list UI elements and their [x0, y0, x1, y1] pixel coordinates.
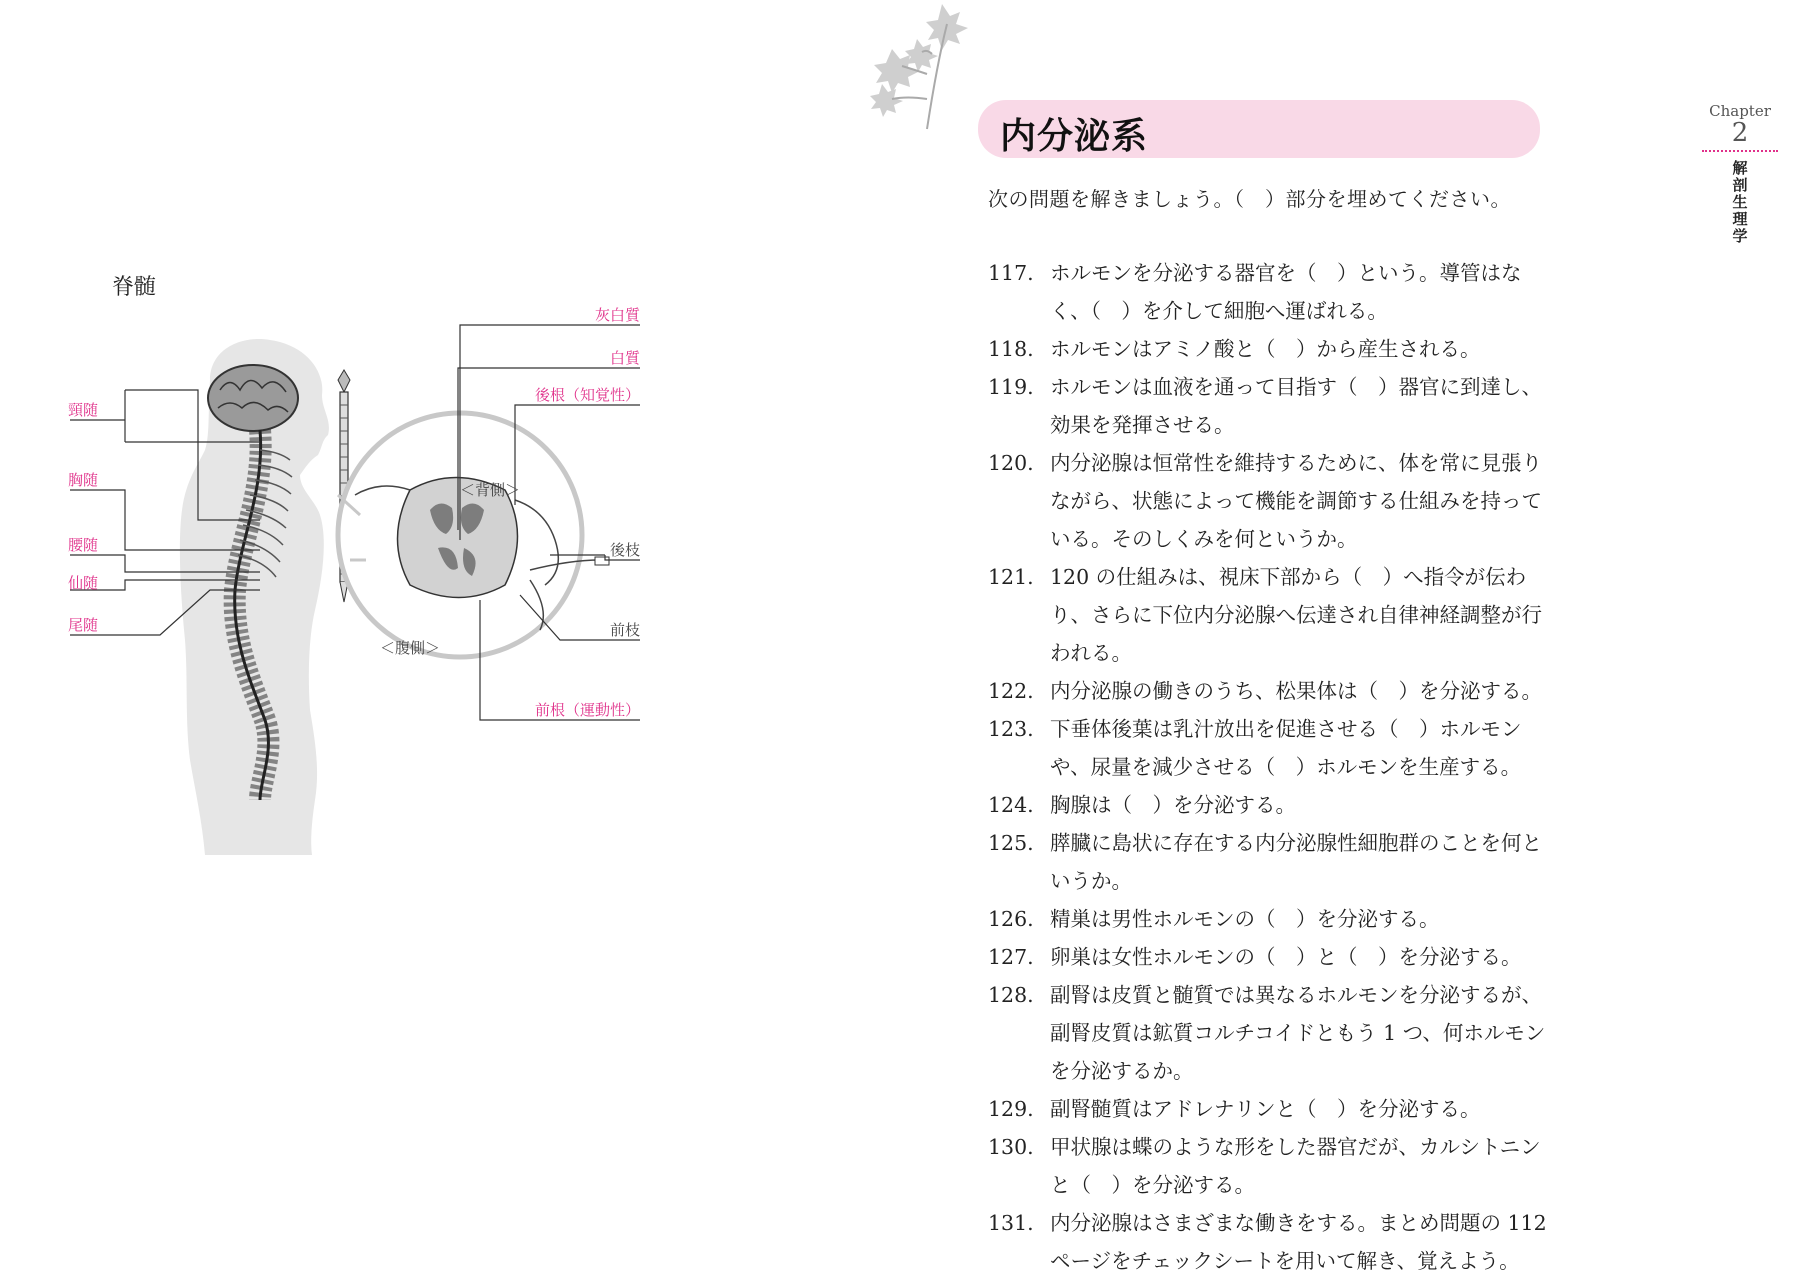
question-item — [988, 1128, 1548, 1204]
spinal-cord-diagram — [60, 306, 750, 860]
left-page — [0, 0, 900, 1200]
chapter-tab — [1700, 102, 1780, 245]
question-text: ホルモンはアミノ酸と（ ）から産生される。 — [1050, 337, 1481, 361]
question-number: 127. — [988, 945, 1034, 969]
label-dorsal-side: ＜背側＞ — [460, 481, 521, 499]
chapter-subject: 解剖生理学 — [1730, 160, 1749, 245]
question-number: 121. — [988, 565, 1034, 589]
question-text: 膵臓に島状に存在する内分泌腺性細胞群のことを何というか。 — [1050, 831, 1542, 893]
right-page — [870, 0, 1800, 1273]
question-number: 120. — [988, 451, 1034, 475]
question-number: 117. — [988, 261, 1034, 285]
question-item — [988, 786, 1548, 824]
question-text: 精巣は男性ホルモンの（ ）を分泌する。 — [1050, 907, 1440, 931]
figure-title: 脊髄 — [112, 275, 157, 300]
question-number: 125. — [988, 831, 1034, 855]
question-number: 122. — [988, 679, 1034, 703]
chapter-divider — [1702, 150, 1778, 152]
brain — [208, 365, 298, 431]
question-item — [988, 976, 1548, 1090]
question-number: 129. — [988, 1097, 1034, 1121]
question-item — [988, 900, 1548, 938]
label-ventral-root: 前根（運動性） — [534, 701, 640, 719]
label-ventral-branch: 前枝 — [609, 621, 640, 639]
question-text: ホルモンを分泌する器官を（ ）という。導管はなく、（ ）を介して細胞へ運ばれる。 — [1050, 261, 1522, 323]
question-item — [988, 824, 1548, 900]
question-number: 128. — [988, 983, 1034, 1007]
question-item — [988, 444, 1548, 558]
question-number: 130. — [988, 1135, 1034, 1159]
question-number: 131. — [988, 1211, 1034, 1235]
question-list — [988, 254, 1548, 1280]
label-thoracic: 胸随 — [68, 471, 99, 489]
question-number: 124. — [988, 793, 1034, 817]
label-coccygeal: 尾随 — [68, 616, 99, 634]
question-text: 胸腺は（ ）を分泌する。 — [1050, 793, 1296, 817]
section-title: 内分泌系 — [1000, 116, 1149, 157]
question-text: 甲状腺は蝶のような形をした器官だが、カルシトニンと（ ）を分泌する。 — [1050, 1135, 1541, 1197]
question-item — [988, 330, 1548, 368]
question-item — [988, 710, 1548, 786]
question-number: 119. — [988, 375, 1034, 399]
question-text: 卵巣は女性ホルモンの（ ）と（ ）を分泌する。 — [1050, 945, 1522, 969]
question-text: 内分泌腺の働きのうち、松果体は（ ）を分泌する。 — [1050, 679, 1542, 703]
label-sacral: 仙随 — [68, 574, 99, 592]
label-cervical: 頸随 — [68, 401, 99, 419]
instruction-text: 次の問題を解きましょう。（ ）部分を埋めてください。 — [988, 187, 1511, 211]
question-text: 下垂体後葉は乳汁放出を促進させる（ ）ホルモンや、尿量を減少させる（ ）ホルモンを生産する。 — [1050, 717, 1522, 779]
question-item — [988, 558, 1548, 672]
question-text: 内分泌腺はさまざまな働きをする。まとめ問題の 112 ページをチェックシートを用いて解き、覚えよう。 — [1050, 1211, 1547, 1273]
question-item — [988, 254, 1548, 330]
question-text: 内分泌腺は恒常性を維持するために、体を常に見張りながら、状態によって機能を調節する仕組みを持っている。そのしくみを何というか。 — [1050, 451, 1542, 551]
label-gray-matter: 灰白質 — [594, 306, 640, 324]
label-dorsal-root: 後根（知覚性） — [534, 386, 640, 404]
chapter-word: Chapter — [1709, 102, 1771, 120]
question-number: 126. — [988, 907, 1034, 931]
question-text: ホルモンは血液を通って目指す（ ）器官に到達し、効果を発揮させる。 — [1050, 375, 1542, 437]
question-item — [988, 1090, 1548, 1128]
label-dorsal-branch: 後枝 — [609, 541, 640, 559]
question-item — [988, 1204, 1548, 1280]
question-number: 123. — [988, 717, 1034, 741]
question-text: 副腎は皮質と髄質では異なるホルモンを分泌するが、副腎皮質は鉱質コルチコイドともう 1 つ、何ホルモンを分泌するか。 — [1050, 983, 1546, 1083]
question-item — [988, 368, 1548, 444]
question-number: 118. — [988, 337, 1034, 361]
question-item — [988, 938, 1548, 976]
label-white-matter: 白質 — [609, 349, 640, 367]
label-lumbar: 腰随 — [68, 536, 99, 554]
question-text: 副腎髄質はアドレナリンと（ ）を分泌する。 — [1050, 1097, 1481, 1121]
chapter-number: 2 — [1731, 118, 1749, 148]
label-ventral-side: ＜腹側＞ — [380, 639, 441, 657]
question-text: 120 の仕組みは、視床下部から（ ）へ指令が伝わり、さらに下位内分泌腺へ伝達され自律神経調整が行われる。 — [1050, 565, 1542, 665]
question-item — [988, 672, 1548, 710]
